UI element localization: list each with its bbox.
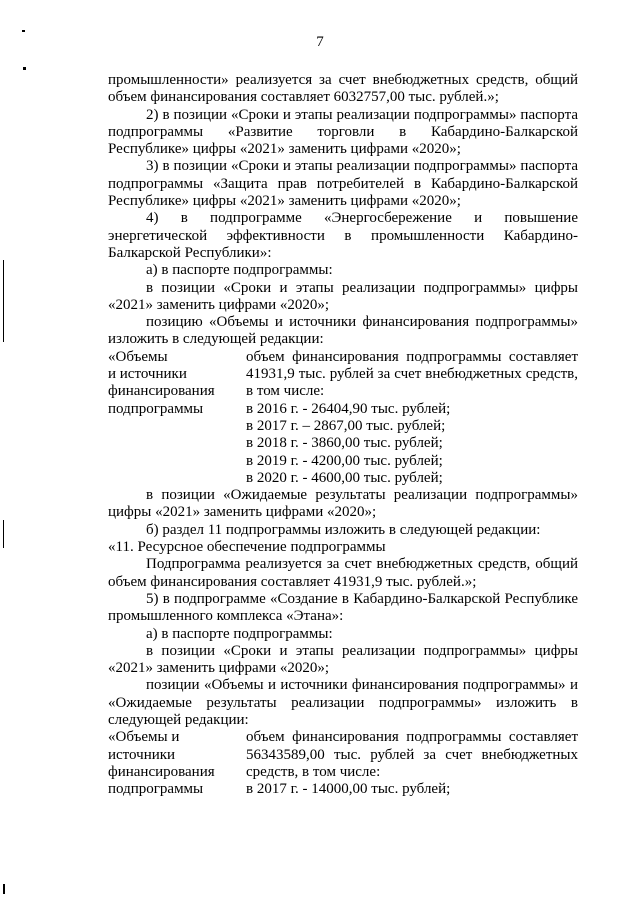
table-value: в 2017 г. – 2867,00 тыс. рублей;: [246, 417, 446, 434]
table-value: объем финансирования подпрограммы составляет 56343589,00 тыс. рублей за счет внебюджетных средств, в том числе:: [246, 729, 578, 780]
table-row: [108, 418, 578, 435]
table-row: [108, 781, 578, 798]
paragraph: 2) в позиции «Сроки и этапы реализации подпрограммы» паспорта подпрограммы «Развитие торговли в Кабардино-Балкарской Республике» цифры «2021» заменить цифрами «2020»;: [108, 106, 578, 158]
paragraph: а) в паспорте подпрограммы:: [146, 625, 333, 642]
paragraph: а) в паспорте подпрограммы:: [146, 262, 333, 279]
table-row: [108, 729, 578, 781]
paragraph: в позиции «Ожидаемые результаты реализации подпрограммы» цифры «2021» заменить цифрами «2020»;: [108, 487, 578, 521]
table-label: и источники: [108, 366, 187, 383]
table-value: в 2020 г. - 4600,00 тыс. рублей;: [246, 469, 443, 486]
scan-mark: [22, 30, 25, 32]
scan-mark: [3, 884, 5, 894]
paragraph: в позиции «Сроки и этапы реализации подпрограммы» цифры «2021» заменить цифрами «2020»;: [108, 279, 578, 313]
paragraph: 4) в подпрограмме «Энергосбережение и повышение энергетической эффективности в промышленности Кабардино-Балкарской Республики»:: [108, 210, 578, 261]
table-value: в 2019 г. - 4200,00 тыс. рублей;: [246, 452, 443, 469]
paragraph: позицию «Объемы и источники финансирования подпрограммы» изложить в следующей редакции:: [108, 314, 578, 348]
paragraph: Подпрограмма реализуется за счет внебюджетных средств, общий объем финансирования составляет 41931,9 тыс. рублей.»;: [108, 556, 578, 590]
table-label: подпрограммы: [108, 781, 204, 798]
document-body: [108, 72, 578, 798]
table-value: в 2017 г. - 14000,00 тыс. рублей;: [246, 781, 451, 798]
paragraph: б) раздел 11 подпрограммы изложить в следующей редакции:: [146, 521, 541, 538]
section-heading: «11. Ресурсное обеспечение подпрограммы: [108, 539, 386, 556]
margin-line: [3, 520, 4, 548]
table-row: [108, 401, 578, 418]
table-row: [108, 453, 578, 470]
margin-line: [3, 260, 4, 342]
scan-mark: [23, 67, 26, 70]
table-value: в 2018 г. - 3860,00 тыс. рублей;: [246, 435, 443, 452]
table-value: объем финансирования подпрограммы составляет 41931,9 тыс. рублей за счет внебюджетных средств, в том числе:: [246, 348, 578, 400]
table-row: [108, 349, 578, 401]
paragraph: в позиции «Сроки и этапы реализации подпрограммы» цифры «2021» заменить цифрами «2020»;: [108, 642, 578, 677]
table-row: [108, 470, 578, 487]
table-label: источники: [108, 746, 176, 763]
table-label: финансирования: [108, 383, 215, 400]
table-label: «Объемы: [108, 348, 168, 365]
table-value: в 2016 г. - 26404,90 тыс. рублей;: [246, 400, 451, 417]
table-label: подпрограммы: [108, 400, 204, 417]
page-number: 7: [316, 34, 324, 50]
paragraph: 3) в позиции «Сроки и этапы реализации подпрограммы» паспорта подпрограммы «Защита прав потребителей в Кабардино-Балкарской Республике» цифры «2021» заменить цифрами «2020»;: [108, 158, 578, 210]
table-label: «Объемы и: [108, 729, 180, 746]
financing-table-2: [108, 729, 578, 798]
table-row: [108, 435, 578, 452]
financing-table-1: [108, 349, 578, 487]
paragraph: позиции «Объемы и источники финансирования подпрограммы» и «Ожидаемые результаты реализации подпрограммы» изложить в следующей редакции:: [108, 677, 578, 728]
table-label: финансирования: [108, 763, 215, 780]
paragraph: промышленности» реализуется за счет внебюджетных средств, общий объем финансирования составляет 6032757,00 тыс. рублей.»;: [108, 72, 578, 106]
paragraph: 5) в подпрограмме «Создание в Кабардино-Балкарской Республике промышленного комплекса «Этана»:: [108, 590, 578, 625]
